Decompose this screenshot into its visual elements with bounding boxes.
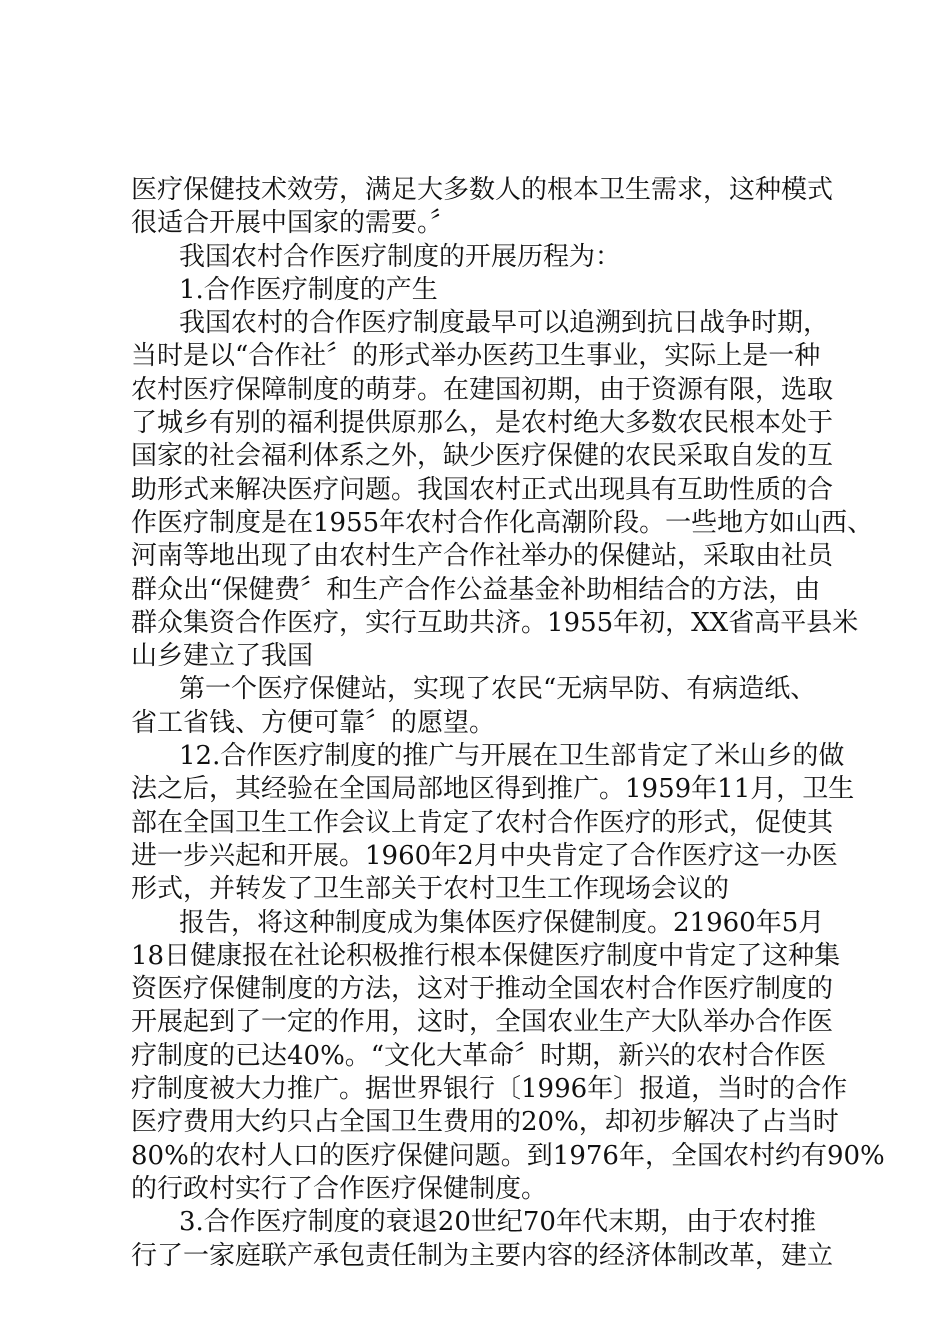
text-line: 很适合开展中国家的需要。〞 xyxy=(131,208,457,239)
text-line: 1.合作医疗制度的产生 xyxy=(179,274,438,305)
text-line: 我国农村的合作医疗制度最早可以追溯到抗日战争时期， xyxy=(179,308,830,339)
document-body xyxy=(131,174,885,1273)
text-line: 第一个医疗保健站，实现了农民“无病早防、有病造纸、 xyxy=(179,674,817,705)
text-line: 作医疗制度是在1955年农村合作化高潮阶段。一些地方如山西、 xyxy=(131,507,874,538)
text-line: 80%的农村人口的医疗保健问题。到1976年，全国农村约有90% xyxy=(131,1140,885,1171)
text-line: 医疗费用大约只占全国卫生费用的20%，却初步解决了占当时 xyxy=(131,1107,839,1138)
text-line: 群众出“保健费〞和生产合作公益基金补助相结合的方法，由 xyxy=(131,574,821,605)
text-line: 开展起到了一定的作用，这时，全国农业生产大队举办合作医 xyxy=(131,1007,834,1038)
text-line: 的行政村实行了合作医疗保健制度。 xyxy=(131,1173,548,1204)
text-line: 国家的社会福利体系之外，缺少医疗保健的农民采取自发的互 xyxy=(131,441,834,472)
text-line: 农村医疗保障制度的萌芽。在建国初期，由于资源有限，选取 xyxy=(131,374,834,405)
text-line: 3.合作医疗制度的衰退20世纪70年代末期，由于农村推 xyxy=(179,1207,816,1238)
text-line: 河南等地出现了由农村生产合作社举办的保健站，采取由社员 xyxy=(131,541,834,572)
text-line: 12.合作医疗制度的推广与开展在卫生部肯定了米山乡的做 xyxy=(179,741,845,772)
text-line: 进一步兴起和开展。1960年2月中央肯定了合作医疗这一办医 xyxy=(131,840,838,871)
text-line: 了城乡有别的福利提供原那么，是农村绝大多数农民根本处于 xyxy=(131,408,834,439)
text-line: 省工省钱、方便可靠〞的愿望。 xyxy=(131,707,496,738)
text-line: 山乡建立了我国 xyxy=(131,641,314,672)
text-line: 当时是以“合作社〞的形式举办医药卫生事业，实际上是一种 xyxy=(131,341,821,372)
text-line: 形式，并转发了卫生部关于农村卫生工作现场会议的 xyxy=(131,874,730,905)
text-line: 医疗保健技术效劳，满足大多数人的根本卫生需求，这种模式 xyxy=(131,175,834,205)
text-line: 疗制度的已达40%。“文化大革命〞时期，新兴的农村合作医 xyxy=(131,1040,827,1071)
text-line: 行了一家庭联产承包责任制为主要内容的经济体制改革，建立 xyxy=(131,1240,834,1271)
text-line: 我国农村合作医疗制度的开展历程为： xyxy=(179,241,622,272)
text-line: 18日健康报在社论积极推行根本保健医疗制度中肯定了这种集 xyxy=(131,940,841,971)
text-line: 法之后，其经验在全国局部地区得到推广。1959年11月，卫生 xyxy=(131,774,855,805)
text-line: 群众集资合作医疗，实行互助共济。1955年初，XX省高平县米 xyxy=(131,607,859,638)
text-line: 疗制度被大力推广。据世界银行〔1996年〕报道，当时的合作 xyxy=(131,1074,848,1105)
text-line: 助形式来解决医疗问题。我国农村正式出现具有互助性质的合 xyxy=(131,474,834,505)
text-line: 资医疗保健制度的方法，这对于推动全国农村合作医疗制度的 xyxy=(131,974,834,1005)
text-line: 报告，将这种制度成为集体医疗保健制度。21960年5月 xyxy=(179,907,825,938)
text-line: 部在全国卫生工作会议上肯定了农村合作医疗的形式，促使其 xyxy=(131,807,834,838)
